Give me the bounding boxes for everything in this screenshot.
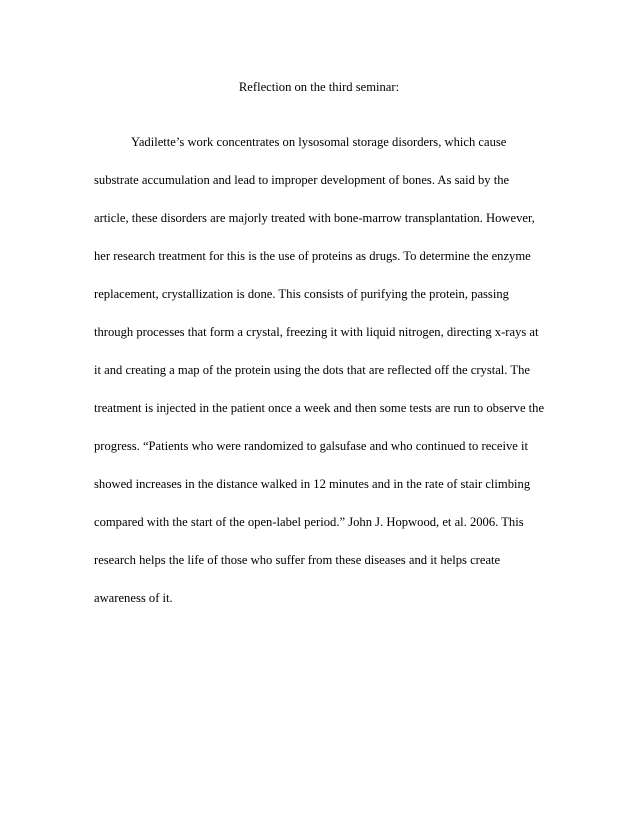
paragraph-line: it and creating a map of the protein using the dots that are reflected off the crystal. The bbox=[94, 363, 530, 377]
paragraph-line: progress. “Patients who were randomized to galsufase and who continued to receive it bbox=[94, 439, 528, 453]
paragraph-line: Yadilette’s work concentrates on lysosomal storage disorders, which cause bbox=[131, 135, 507, 149]
paragraph-line: article, these disorders are majorly treated with bone-marrow transplantation. However, bbox=[94, 211, 535, 225]
paragraph-line: research helps the life of those who suffer from these diseases and it helps create bbox=[94, 553, 501, 567]
paragraph-line: showed increases in the distance walked in 12 minutes and in the rate of stair climbing bbox=[94, 477, 531, 491]
paragraph-line: treatment is injected in the patient once a week and then some tests are run to observe the bbox=[94, 401, 545, 415]
paragraph-line: awareness of it. bbox=[94, 591, 173, 605]
paragraph-line: replacement, crystallization is done. This consists of purifying the protein, passing bbox=[94, 287, 509, 301]
paragraph-line: through processes that form a crystal, freezing it with liquid nitrogen, directing x-rays at bbox=[94, 325, 539, 339]
document-title: Reflection on the third seminar: bbox=[238, 80, 400, 94]
paragraph-line: compared with the start of the open-label period.” John J. Hopwood, et al. 2006. This bbox=[94, 515, 524, 529]
paragraph-line: substrate accumulation and lead to improper development of bones. As said by the bbox=[94, 173, 510, 187]
paragraph-line: her research treatment for this is the use of proteins as drugs. To determine the enzyme bbox=[94, 249, 531, 263]
